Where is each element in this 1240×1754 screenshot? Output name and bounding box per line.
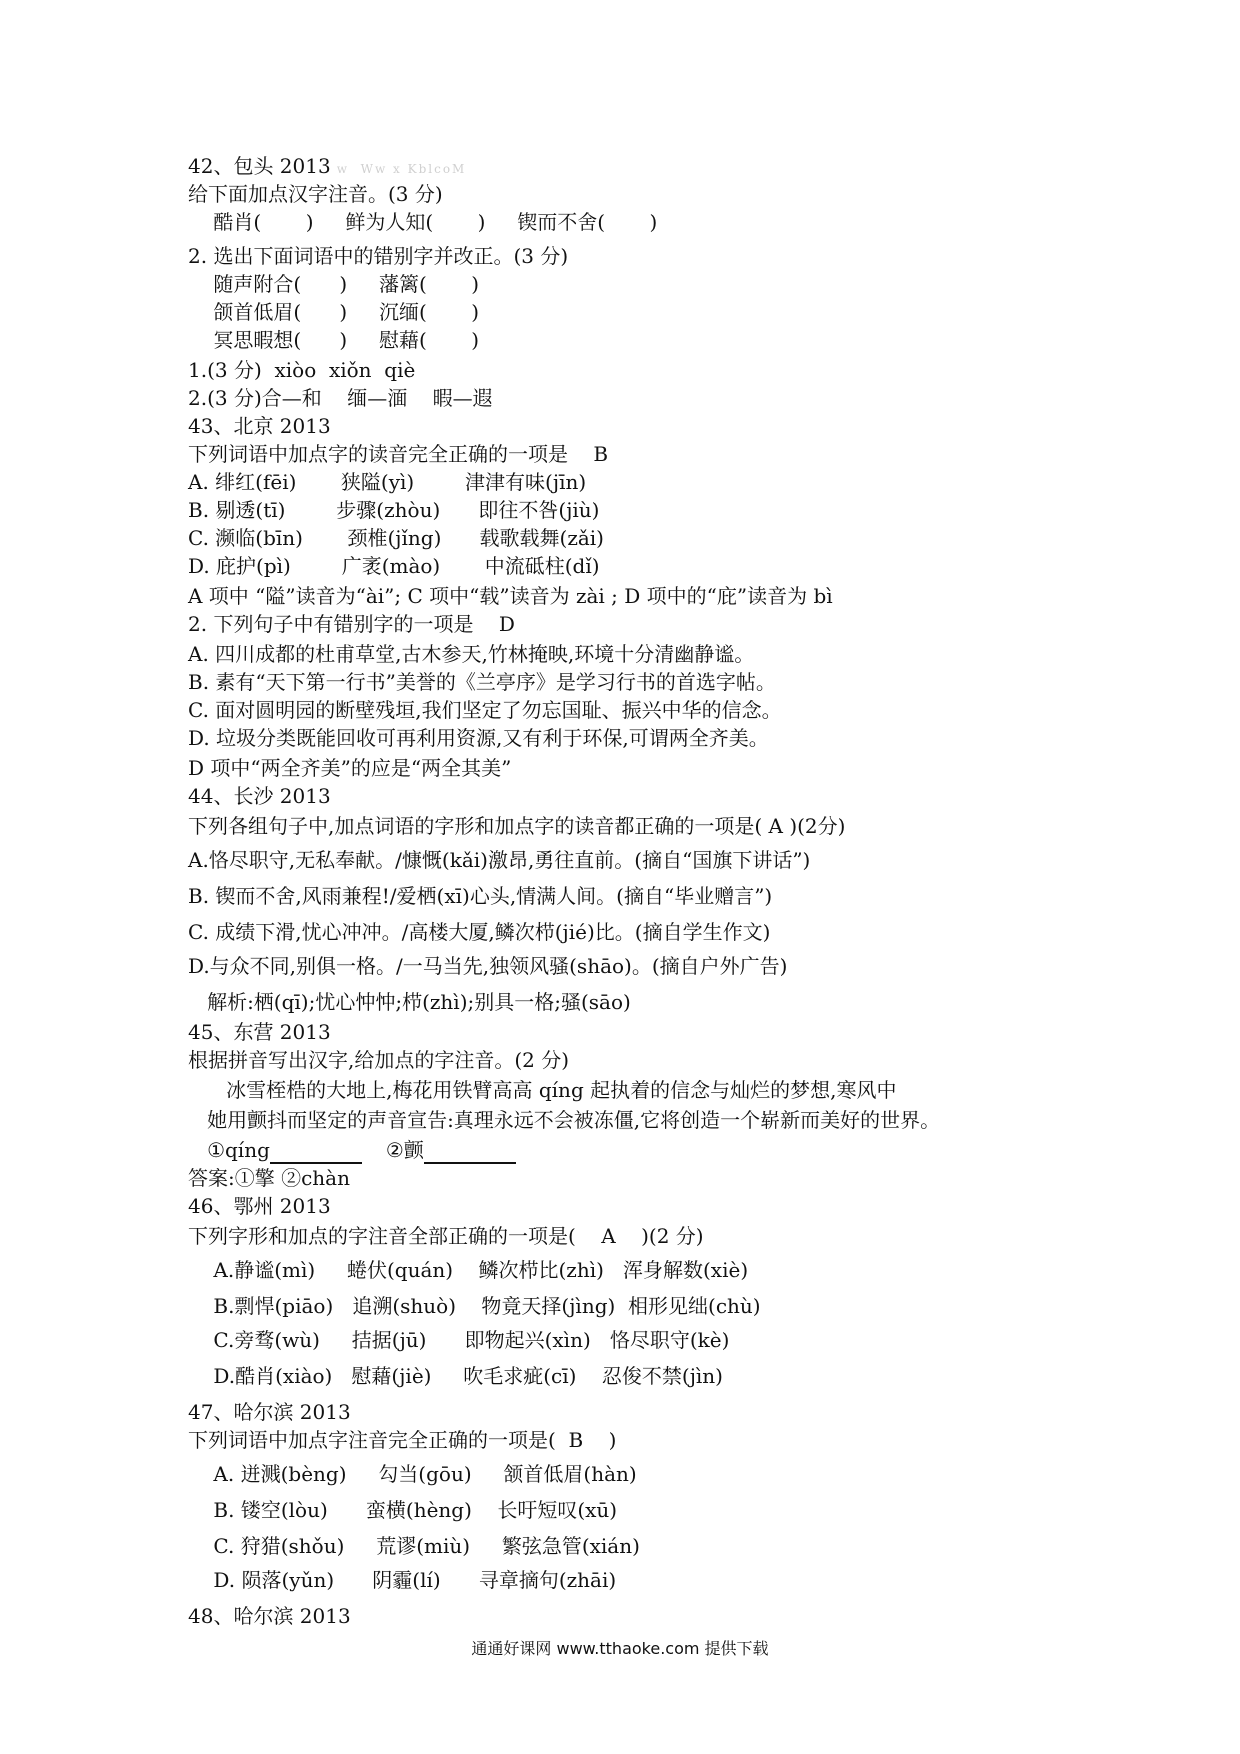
section-heading-44: 44、长沙 2013 bbox=[188, 784, 331, 808]
text-line: 根据拼音写出汉字,给加点的字注音。(2 分) bbox=[188, 1048, 570, 1072]
text-line: 2. 选出下面词语中的错别字并改正。(3 分) bbox=[188, 244, 569, 268]
answer-line: 1.(3 分) xiòo xiǒn qiè bbox=[188, 358, 416, 382]
text-line: 颌首低眉( ) 沉缅( ) bbox=[188, 300, 480, 324]
text-line: 下列词语中加点字的读音完全正确的一项是 B bbox=[188, 442, 609, 466]
text-line: 酷肖( ) 鲜为人知( ) 锲而不舍( ) bbox=[188, 210, 658, 234]
section-heading-45: 45、东营 2013 bbox=[188, 1020, 331, 1044]
option-line: A. 绯红(fēi) 狭隘(yì) 津津有味(jīn) bbox=[188, 470, 587, 494]
option-line: D. 垃圾分类既能回收可再利用资源,又有利于环保,可谓两全齐美。 bbox=[188, 726, 769, 750]
option-line: D. 庇护(pì) 广袤(mào) 中流砥柱(dǐ) bbox=[188, 554, 600, 578]
answer-blank bbox=[270, 1142, 362, 1164]
answer-blank bbox=[424, 1142, 516, 1164]
option-line: B.剽悍(piāo) 追溯(shuò) 物竟天择(jìng) 相形见绌(chù) bbox=[188, 1294, 761, 1318]
section-heading-46: 46、鄂州 2013 bbox=[188, 1194, 331, 1218]
text-line: 冥思暇想( ) 慰藉( ) bbox=[188, 328, 480, 352]
option-line: C. 成绩下滑,忧心冲冲。/高楼大厦,鳞次栉(jié)比。(摘自学生作文) bbox=[188, 920, 771, 944]
fill-blank-line bbox=[188, 1136, 540, 1164]
option-line: A.恪尽职守,无私奉献。/慷慨(kǎi)激昂,勇往直前。(摘自“国旗下讲话”) bbox=[188, 848, 811, 872]
text-line: 下列字形和加点的字注音全部正确的一项是( A )(2 分) bbox=[188, 1224, 704, 1248]
explanation-line: D 项中“两全齐美”的应是“两全其美” bbox=[188, 756, 512, 780]
text-line: 给下面加点汉字注音。(3 分) bbox=[188, 182, 443, 206]
blank-label-1: ①qíng bbox=[207, 1138, 270, 1162]
text-line: 下列各组句子中,加点词语的字形和加点字的读音都正确的一项是( A )(2分) bbox=[188, 814, 846, 838]
option-line: C. 面对圆明园的断壁残垣,我们坚定了勿忘国耻、振兴中华的信念。 bbox=[188, 698, 782, 722]
blank-label-2: ②颤 bbox=[385, 1138, 424, 1162]
passage-line: 冰雪桎梏的大地上,梅花用铁臂高高 qíng 起执着的信念与灿烂的梦想,寒风中 bbox=[188, 1078, 897, 1102]
section-heading-47: 47、哈尔滨 2013 bbox=[188, 1400, 351, 1424]
section-heading-42: 42、包头 2013 w Ww x KblcoM bbox=[188, 154, 467, 178]
text-line: 下列词语中加点字注音完全正确的一项是( B ) bbox=[188, 1428, 617, 1452]
section-heading-48: 48、哈尔滨 2013 bbox=[188, 1604, 351, 1628]
option-line: D.酷肖(xiào) 慰藉(jiè) 吹毛求疵(cī) 忍俊不禁(jìn) bbox=[188, 1364, 723, 1388]
explanation-line: 解析:栖(qī);忧心忡忡;栉(zhì);别具一格;骚(sāo) bbox=[188, 990, 631, 1014]
answer-line: 答案:①擎 ②chàn bbox=[188, 1166, 350, 1190]
section-heading-43: 43、北京 2013 bbox=[188, 414, 331, 438]
option-line: A. 迸溅(bèng) 勾当(gōu) 颔首低眉(hàn) bbox=[188, 1462, 637, 1486]
option-line: A. 四川成都的杜甫草堂,古木参天,竹林掩映,环境十分清幽静谧。 bbox=[188, 642, 755, 666]
text-line: 随声附合( ) 藩篱( ) bbox=[188, 272, 480, 296]
option-line: D.与众不同,别俱一格。/一马当先,独领风骚(shāo)。(摘自户外广告) bbox=[188, 954, 788, 978]
option-line: D. 陨落(yǔn) 阴霾(lí) 寻章摘句(zhāi) bbox=[188, 1568, 617, 1592]
explanation-line: A 项中 “隘”读音为“ài”; C 项中“载”读音为 zài ; D 项中的“庇”读音为 bì bbox=[188, 584, 833, 608]
passage-line: 她用颤抖而坚定的声音宣告:真理永远不会被冻僵,它将创造一个崭新而美好的世界。 bbox=[188, 1108, 941, 1132]
text-line: 2. 下列句子中有错别字的一项是 D bbox=[188, 612, 515, 636]
watermark: w Ww x KblcoM bbox=[336, 162, 467, 176]
option-line: B. 锲而不舍,风雨兼程!/爱栖(xī)心头,情满人间。(摘自“毕业赠言”) bbox=[188, 884, 773, 908]
option-line: C. 濒临(bīn) 颈椎(jǐng) 载歌载舞(zǎi) bbox=[188, 526, 604, 550]
option-line: C. 狩猎(shǒu) 荒谬(miù) 繁弦急管(xián) bbox=[188, 1534, 640, 1558]
page-footer: 通通好课网 www.tthaoke.com 提供下载 bbox=[471, 1639, 769, 1658]
option-line: B. 素有“天下第一行书”美誉的《兰亭序》是学习行书的首选字帖。 bbox=[188, 670, 776, 694]
option-line: A.静谧(mì) 蜷伏(quán) 鳞次栉比(zhì) 浑身解数(xiè) bbox=[188, 1258, 749, 1282]
option-line: C.旁骛(wù) 拮据(jū) 即物起兴(xìn) 恪尽职守(kè) bbox=[188, 1328, 730, 1352]
option-line: B. 剔透(tī) 步骤(zhòu) 即往不咎(jiù) bbox=[188, 498, 600, 522]
answer-line: 2.(3 分)合—和 缅—湎 暇—遐 bbox=[188, 386, 493, 410]
option-line: B. 镂空(lòu) 蛮横(hèng) 长吁短叹(xū) bbox=[188, 1498, 618, 1522]
